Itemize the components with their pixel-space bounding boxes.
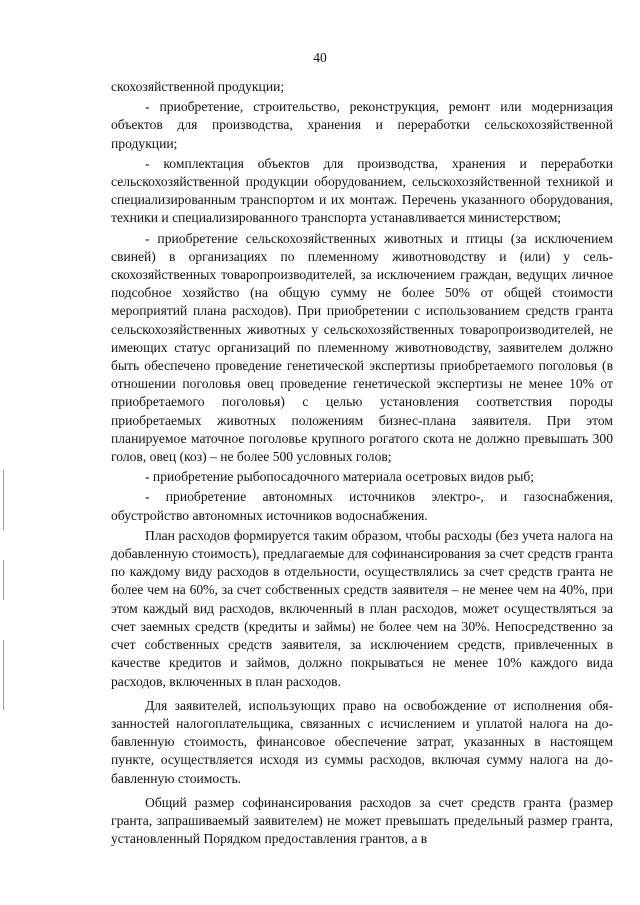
paragraph-expense-plan: План расходов формируется таким образом, чтобы расходы (без учета налога на добавленную стоимость), предлагаемые для софинансирования за счет средств гранта по каждому виду расходов в отдельности, осуществлялись за счет средств гранта не более чем на 60%, за счет собственных средств заявителя – не менее чем на 40%, при этом каждый вид расходов, включенный в план расходов, может осуществляться за счет заемных средств (кредиты и займы) не более чем на 30%. Непосредственно за счет собственных средств заявителя, за исключением средств, привлеченных в качестве кредитов и займов, должно покрываться не менее 10% каждого вида расходов, включенных в план расходов. [111, 527, 613, 689]
paragraph-grant-size: Общий размер софинансирования расходов за счет средств гранта (размер гранта, запрашиваемый заявителем) не может превышать предельный размер гранта, установленный Порядком предоставления грантов, а в [111, 794, 613, 847]
paragraph-list-item-fish: - приобретение рыбопосадочного материала осетровых видов рыб; [145, 469, 535, 485]
page-number: 40 [313, 50, 327, 65]
paragraph-list-item-power-supply: - приобретение автономных источников электро-, и газоснабжения, обустройство автономных источников водоснабжения. [111, 489, 613, 523]
paragraph-continuation: скохозяйственной продукции; [111, 79, 285, 94]
scan-edge-mark [3, 640, 4, 710]
paragraph-list-item-animals: - приобретение сельскохозяйственных животных и птицы (за исключением свиней) в организациях по племенному животноводству и (или) у сельскохозяйственных товаропроизводителей, за исключением граждан, ведущих личное подсобное хозяйство (на общую сумму не более 50% от общей стоимости мероприятий плана расходов). При приобретении с использованием средств гранта сельскохозяйственных животных у сельскохозяйственных товаропроизводителей, не имеющих статус организаций по племенному животноводству, заявителем должно быть обеспечено проведение генетической экспертизы приобретаемого поголовья (в отношении поголовья овец проведение генетической экспертизы не менее 10% от приобретаемого поголовья) с целью установления соответствия породы приобретаемых животных положениям бизнес-плана заявителя. При этом планируемое маточное поголовье крупного рогатого скота не должно превышать 300 голов, овец (коз) – не более 500 условных голов; [111, 230, 613, 465]
paragraph-vat-exemption: Для заявителей, использующих право на освобождение от исполнения обязанностей налогоплательщика, связанных с исчислением и уплатой налога на добавленную стоимость, финансовое обеспечение затрат, указанных в настоящем пункте, осуществляется исходя из суммы расходов, включая сумму налога на добавленную стоимость. [111, 697, 613, 786]
paragraph-list-item-construction: - приобретение, строительство, реконструкция, ремонт или модернизация объектов для производства, хранения и переработки сельскохозяйственной продукции; [111, 99, 613, 151]
scan-edge-mark [3, 470, 4, 530]
paragraph-list-item-equipment: - комплектация объектов для производства, хранения и переработки сельскохозяйственной продукции оборудованием, сельскохозяйственной техникой и специализированным транспортом и их монтаж. Перечень указанного оборудования, техники и специализированного транспорта устанавливается министерством; [111, 155, 613, 226]
document-body [111, 78, 613, 850]
scan-edge-mark [3, 560, 4, 600]
